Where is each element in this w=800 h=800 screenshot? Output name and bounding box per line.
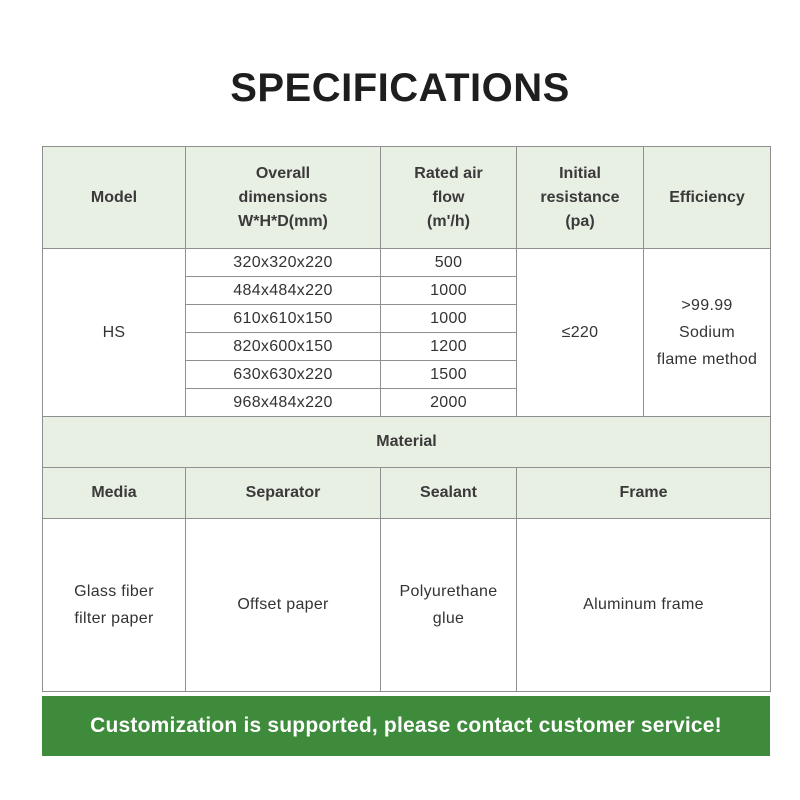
sealant-value: Polyurethane glue	[381, 519, 517, 692]
dimension-cell: 610x610x150	[186, 305, 381, 333]
frame-value: Aluminum frame	[517, 519, 771, 692]
airflow-cell: 1000	[381, 277, 517, 305]
airflow-cell: 1200	[381, 333, 517, 361]
header-efficiency: Efficiency	[644, 147, 771, 249]
spec-table	[42, 146, 771, 692]
material-values-row	[43, 519, 771, 692]
model-cell: HS	[43, 249, 186, 417]
airflow-cell: 500	[381, 249, 517, 277]
efficiency-cell: >99.99 Sodium flame method	[644, 249, 771, 417]
airflow-cell: 1500	[381, 361, 517, 389]
dimension-cell: 320x320x220	[186, 249, 381, 277]
header-separator: Separator	[186, 468, 381, 519]
header-airflow: Rated air flow (m'/h)	[381, 147, 517, 249]
material-header-row	[43, 468, 771, 519]
dimension-cell: 630x630x220	[186, 361, 381, 389]
header-dimensions: Overall dimensions W*H*D(mm)	[186, 147, 381, 249]
customization-banner: Customization is supported, please contact customer service!	[42, 696, 770, 756]
table-row	[43, 249, 771, 277]
page-title: SPECIFICATIONS	[230, 66, 570, 110]
media-value: Glass fiber filter paper	[43, 519, 186, 692]
separator-value: Offset paper	[186, 519, 381, 692]
dimension-cell: 484x484x220	[186, 277, 381, 305]
header-row	[43, 147, 771, 249]
header-model: Model	[43, 147, 186, 249]
material-title-row	[43, 417, 771, 468]
resistance-cell: ≤220	[517, 249, 644, 417]
dimension-cell: 820x600x150	[186, 333, 381, 361]
airflow-cell: 1000	[381, 305, 517, 333]
airflow-cell: 2000	[381, 389, 517, 417]
header-frame: Frame	[517, 468, 771, 519]
dimension-cell: 968x484x220	[186, 389, 381, 417]
header-resistance: Initial resistance (pa)	[517, 147, 644, 249]
header-sealant: Sealant	[381, 468, 517, 519]
header-media: Media	[43, 468, 186, 519]
material-title: Material	[43, 417, 771, 468]
